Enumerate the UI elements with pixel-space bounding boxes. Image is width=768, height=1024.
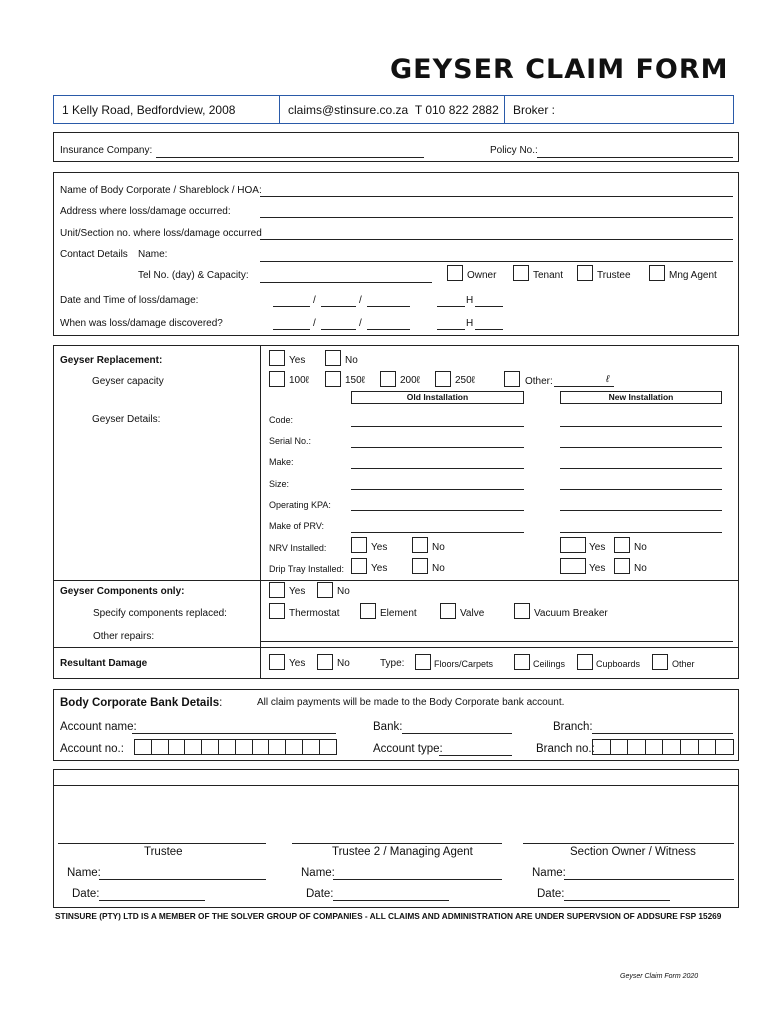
old-make-field[interactable]: [351, 468, 524, 469]
company-address: 1 Kelly Road, Bedfordview, 2008: [54, 96, 280, 123]
geyser-section-divider: [260, 345, 261, 679]
capacity-100-checkbox[interactable]: [269, 371, 285, 387]
old-kpa-field[interactable]: [351, 510, 524, 511]
contact-details-label: Contact Details: [60, 249, 128, 260]
trustee-role-label: Trustee: [144, 846, 183, 858]
old-drip-yes-label: Yes: [371, 563, 388, 574]
size-label: Size:: [269, 479, 290, 489]
tel-field[interactable]: [260, 282, 432, 283]
account-no-digit-box[interactable]: [319, 739, 337, 755]
trustee-date-field[interactable]: [99, 900, 205, 901]
owner-role-label: Section Owner / Witness: [570, 846, 696, 858]
trustee2-date-field[interactable]: [333, 900, 449, 901]
floors-carpets-checkbox[interactable]: [415, 654, 431, 670]
body-corporate-label: Name of Body Corporate / Shareblock / HOA:: [60, 185, 262, 196]
date-slash: /: [359, 295, 362, 306]
thermostat-label: Thermostat: [289, 608, 340, 619]
branch-no-digit-box[interactable]: [627, 739, 646, 755]
valve-label: Valve: [460, 608, 485, 619]
serial-no-label: Serial No.:: [269, 436, 312, 446]
unit-label: Unit/Section no. where loss/damage occurred: [60, 228, 262, 239]
contact-name-label: Name:: [138, 249, 168, 260]
insurance-company-field[interactable]: [156, 157, 424, 158]
company-phone: T 010 822 2882: [414, 102, 499, 117]
footer-disclaimer: STINSURE (PTY) LTD IS A MEMBER OF THE SOLVER GROUP OF COMPANIES - ALL CLAIMS AND ADMINISTRATION ARE UNDER SUPERVSION OF ADDSURE FSP 15269: [55, 911, 722, 921]
trustee-name-label: Name:: [67, 867, 101, 879]
old-prv-field[interactable]: [351, 532, 524, 533]
damage-yes-label: Yes: [289, 658, 306, 669]
bank-details-title-colon: :: [219, 697, 223, 709]
account-type-label: Account type:: [373, 743, 443, 755]
old-nrv-yes-label: Yes: [371, 542, 388, 553]
floors-carpets-label: Floors/Carpets: [434, 659, 494, 669]
account-no-digit-box[interactable]: [218, 739, 236, 755]
loss-month-field[interactable]: [321, 306, 356, 307]
old-nrv-no-label: No: [432, 542, 445, 553]
branch-no-digit-box[interactable]: [645, 739, 664, 755]
loss-address-field[interactable]: [260, 217, 733, 218]
form-title: GEYSER CLAIM FORM: [390, 54, 729, 85]
account-no-digit-box[interactable]: [184, 739, 202, 755]
cupboards-label: Cupboards: [596, 659, 641, 669]
other-repairs-field[interactable]: [260, 641, 733, 642]
new-nrv-yes-checkbox[interactable]: [560, 537, 586, 553]
date-slash: /: [313, 295, 316, 306]
account-no-digit-box[interactable]: [151, 739, 169, 755]
account-name-field[interactable]: [132, 733, 336, 734]
branch-no-digit-box[interactable]: [698, 739, 717, 755]
components-no-checkbox[interactable]: [317, 582, 333, 598]
owner-label: Owner: [467, 270, 497, 281]
policy-no-field[interactable]: [537, 157, 733, 158]
replacement-no-checkbox[interactable]: [325, 350, 341, 366]
mng-agent-checkbox[interactable]: [649, 265, 665, 281]
new-prv-field[interactable]: [560, 532, 722, 533]
damage-no-checkbox[interactable]: [317, 654, 333, 670]
trustee2-role-label: Trustee 2 / Managing Agent: [332, 846, 473, 858]
owner-name-label: Name:: [532, 867, 566, 879]
operating-kpa-label: Operating KPA:: [269, 500, 331, 510]
new-drip-yes-checkbox[interactable]: [560, 558, 586, 574]
new-drip-no-label: No: [634, 563, 647, 574]
discovered-day-field[interactable]: [273, 329, 310, 330]
hour-label: H: [466, 295, 474, 306]
unit-field[interactable]: [260, 239, 733, 240]
capacity-other-field[interactable]: [554, 386, 614, 387]
old-code-field[interactable]: [351, 426, 524, 427]
tenant-label: Tenant: [533, 270, 564, 281]
account-no-digit-box[interactable]: [168, 739, 186, 755]
resultant-damage-label: Resultant Damage: [60, 658, 148, 669]
drip-tray-label: Drip Tray Installed:: [269, 564, 345, 574]
account-no-label: Account no.:: [60, 743, 124, 755]
date-slash: /: [313, 318, 316, 329]
trustee2-name-field[interactable]: [333, 879, 502, 880]
signature-section: [53, 769, 739, 908]
discovered-minute-field[interactable]: [475, 329, 503, 330]
code-label: Code:: [269, 415, 294, 425]
specify-components-label: Specify components replaced:: [93, 608, 227, 619]
capacity-200-checkbox[interactable]: [380, 371, 396, 387]
old-drip-no-checkbox[interactable]: [412, 558, 428, 574]
body-corporate-field[interactable]: [260, 196, 733, 197]
valve-checkbox[interactable]: [440, 603, 456, 619]
old-size-field[interactable]: [351, 489, 524, 490]
new-code-field[interactable]: [560, 426, 722, 427]
element-label: Element: [380, 608, 417, 619]
element-checkbox[interactable]: [360, 603, 376, 619]
trustee2-date-label: Date:: [306, 888, 334, 900]
geyser-capacity-label: Geyser capacity: [92, 376, 164, 387]
mng-agent-label: Mng Agent: [669, 270, 717, 281]
components-no-label: No: [337, 586, 350, 597]
make-label: Make:: [269, 457, 294, 467]
trustee-checkbox[interactable]: [577, 265, 593, 281]
new-drip-yes-label: Yes: [589, 563, 606, 574]
signature-section-header-line: [53, 785, 739, 786]
damage-yes-checkbox[interactable]: [269, 654, 285, 670]
old-nrv-no-checkbox[interactable]: [412, 537, 428, 553]
date-time-label: Date and Time of loss/damage:: [60, 295, 199, 306]
capacity-100-label: 100ℓ: [289, 375, 309, 386]
ceilings-label: Ceilings: [533, 659, 566, 669]
bank-note: All claim payments will be made to the Body Corporate bank account.: [257, 697, 565, 708]
owner-date-field[interactable]: [564, 900, 670, 901]
trustee2-name-label: Name:: [301, 867, 335, 879]
discovered-year-field[interactable]: [367, 329, 410, 330]
branch-no-digit-box[interactable]: [680, 739, 699, 755]
components-yes-checkbox[interactable]: [269, 582, 285, 598]
account-no-digit-box[interactable]: [201, 739, 219, 755]
vacuum-breaker-checkbox[interactable]: [514, 603, 530, 619]
damage-divider: [53, 647, 739, 648]
hour-label: H: [466, 318, 474, 329]
capacity-250-checkbox[interactable]: [435, 371, 451, 387]
replacement-yes-checkbox[interactable]: [269, 350, 285, 366]
trustee-date-label: Date:: [72, 888, 100, 900]
loss-hour-field[interactable]: [437, 306, 465, 307]
account-no-digit-box[interactable]: [302, 739, 320, 755]
capacity-other-label: Other:: [525, 376, 553, 387]
tenant-checkbox[interactable]: [513, 265, 529, 281]
capacity-250-label: 250ℓ: [455, 375, 475, 386]
old-nrv-yes-checkbox[interactable]: [351, 537, 367, 553]
old-drip-yes-checkbox[interactable]: [351, 558, 367, 574]
trustee-label: Trustee: [597, 270, 631, 281]
tel-label: Tel No. (day) & Capacity:: [138, 270, 249, 281]
capacity-150-checkbox[interactable]: [325, 371, 341, 387]
geyser-details-label: Geyser Details:: [92, 414, 161, 425]
new-make-field[interactable]: [560, 468, 722, 469]
account-no-digit-box[interactable]: [268, 739, 286, 755]
damage-no-label: No: [337, 658, 350, 669]
damage-other-checkbox[interactable]: [652, 654, 668, 670]
loss-year-field[interactable]: [367, 306, 410, 307]
capacity-150-label: 150ℓ: [345, 375, 365, 386]
trustee-signature-line[interactable]: [58, 843, 266, 844]
contact-header: [53, 95, 734, 124]
owner-name-field[interactable]: [564, 879, 734, 880]
account-no-digit-box[interactable]: [134, 739, 152, 755]
components-label: Geyser Components only:: [60, 586, 185, 597]
new-drip-no-checkbox[interactable]: [614, 558, 630, 574]
branch-label: Branch:: [553, 721, 593, 733]
account-no-digit-box[interactable]: [235, 739, 253, 755]
owner-checkbox[interactable]: [447, 265, 463, 281]
loss-address-label: Address where loss/damage occurred:: [60, 206, 231, 217]
company-email[interactable]: claims@stinsure.co.za: [288, 102, 409, 117]
replacement-yes-label: Yes: [289, 355, 306, 366]
contact-name-field[interactable]: [260, 261, 733, 262]
owner-signature-line[interactable]: [523, 843, 734, 844]
components-divider: [53, 580, 739, 581]
other-repairs-label: Other repairs:: [93, 631, 155, 642]
company-contact: [280, 96, 505, 123]
account-type-field[interactable]: [439, 755, 512, 756]
new-serial-field[interactable]: [560, 447, 722, 448]
account-name-label: Account name:: [60, 721, 137, 733]
replacement-no-label: No: [345, 355, 358, 366]
new-nrv-no-label: No: [634, 542, 647, 553]
account-no-digit-box[interactable]: [252, 739, 270, 755]
policy-no-label: Policy No.:: [490, 145, 538, 156]
branch-field[interactable]: [592, 733, 733, 734]
old-installation-header: Old Installation: [351, 391, 524, 404]
broker-field[interactable]: Broker :: [513, 102, 556, 117]
insurance-company-label: Insurance Company:: [60, 145, 153, 156]
bank-details-title-text: Body Corporate Bank Details: [60, 697, 220, 709]
branch-no-label: Branch no.:: [536, 743, 595, 755]
branch-no-digit-box[interactable]: [715, 739, 734, 755]
old-drip-no-label: No: [432, 563, 445, 574]
date-slash: /: [359, 318, 362, 329]
loss-day-field[interactable]: [273, 306, 310, 307]
components-yes-label: Yes: [289, 586, 306, 597]
trustee2-signature-line[interactable]: [292, 843, 502, 844]
new-nrv-yes-label: Yes: [589, 542, 606, 553]
damage-type-label: Type:: [380, 658, 405, 669]
new-size-field[interactable]: [560, 489, 722, 490]
branch-no-digit-box[interactable]: [662, 739, 681, 755]
form-version: Geyser Claim Form 2020: [620, 973, 699, 980]
capacity-other-checkbox[interactable]: [504, 371, 520, 387]
damage-other-label: Other: [672, 659, 695, 669]
nrv-installed-label: NRV Installed:: [269, 543, 327, 553]
geyser-replacement-label: Geyser Replacement:: [60, 355, 163, 366]
bank-label: Bank:: [373, 721, 403, 733]
discovered-hour-field[interactable]: [437, 329, 465, 330]
branch-no-digit-box[interactable]: [610, 739, 629, 755]
discovered-label: When was loss/damage discovered?: [60, 318, 223, 329]
vacuum-breaker-label: Vacuum Breaker: [534, 608, 608, 619]
bank-details-title: [60, 696, 222, 710]
discovered-month-field[interactable]: [321, 329, 356, 330]
litre-unit: ℓ: [606, 374, 610, 385]
branch-no-digit-box[interactable]: [592, 739, 611, 755]
owner-date-label: Date:: [537, 888, 565, 900]
cupboards-checkbox[interactable]: [577, 654, 593, 670]
trustee-name-field[interactable]: [99, 879, 266, 880]
new-kpa-field[interactable]: [560, 510, 722, 511]
new-installation-header: New Installation: [560, 391, 722, 404]
old-serial-field[interactable]: [351, 447, 524, 448]
thermostat-checkbox[interactable]: [269, 603, 285, 619]
ceilings-checkbox[interactable]: [514, 654, 530, 670]
bank-field[interactable]: [402, 733, 512, 734]
capacity-200-label: 200ℓ: [400, 375, 420, 386]
loss-minute-field[interactable]: [475, 306, 503, 307]
new-nrv-no-checkbox[interactable]: [614, 537, 630, 553]
make-of-prv-label: Make of PRV:: [269, 521, 325, 531]
account-no-digit-box[interactable]: [285, 739, 303, 755]
